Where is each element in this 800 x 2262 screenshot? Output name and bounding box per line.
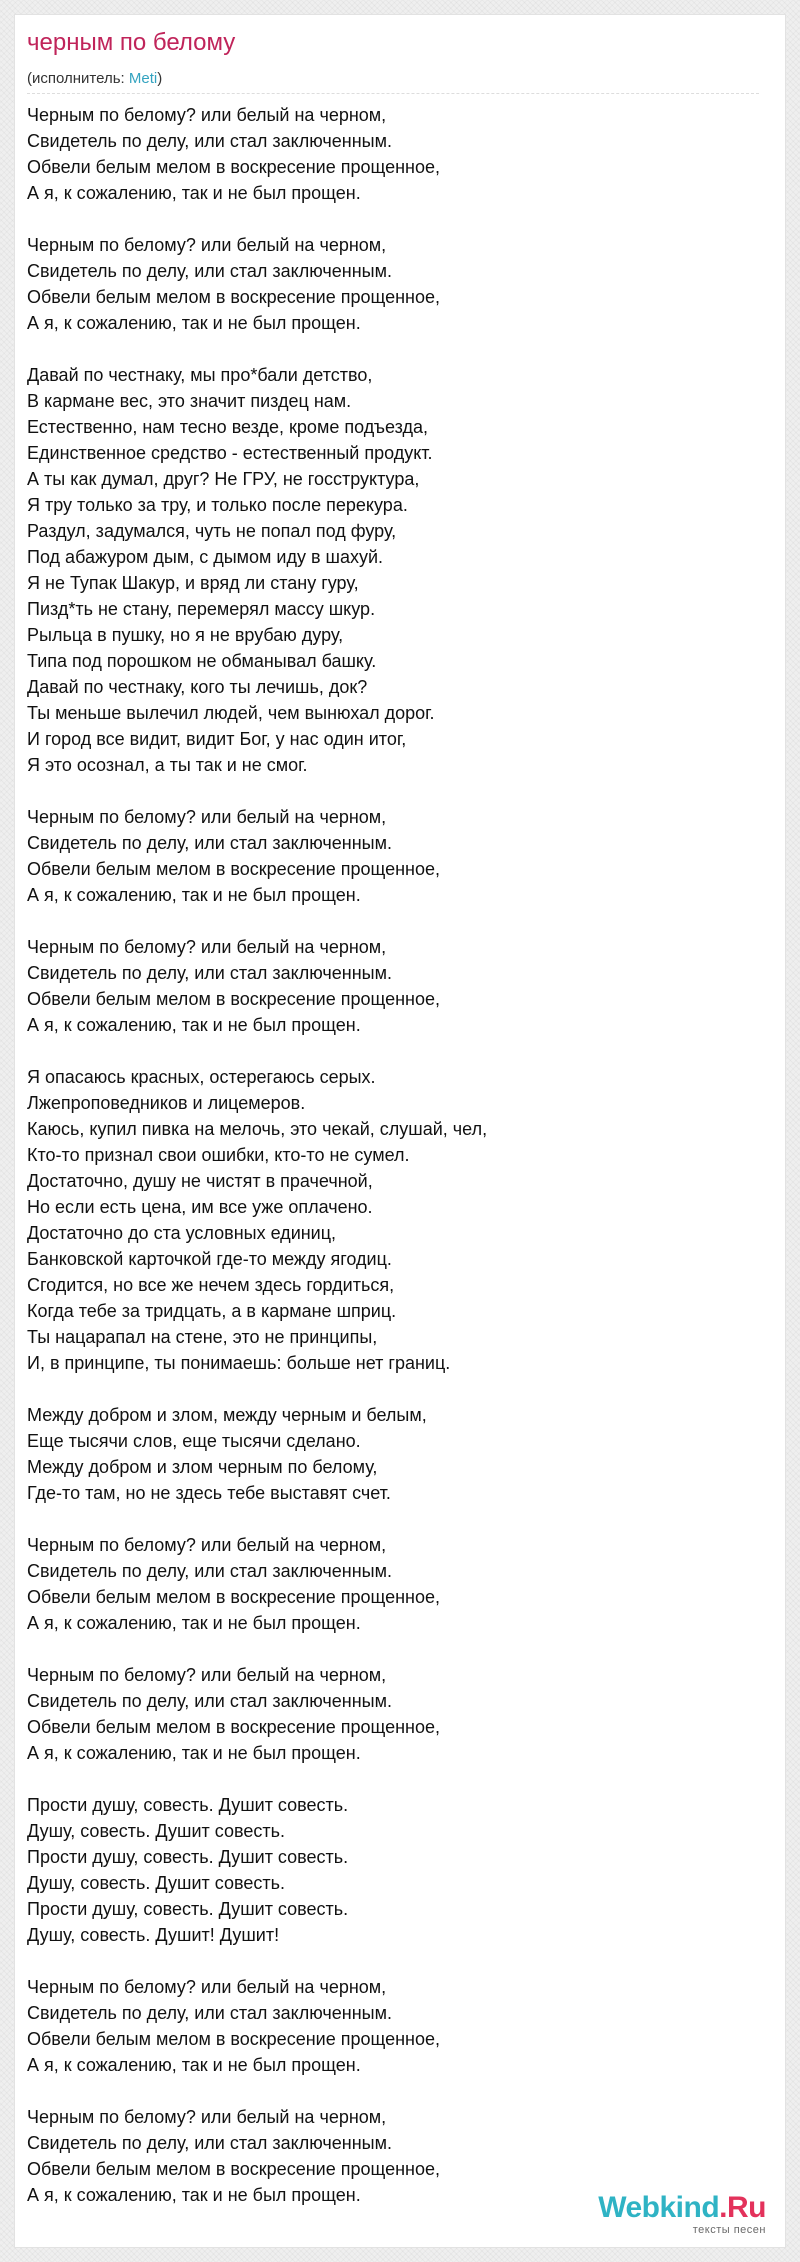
lyrics-line: В кармане вес, это значит пиздец нам. (27, 391, 352, 411)
lyrics-line: Прости душу, совесть. Душит совесть. (27, 1899, 349, 1919)
lyrics-line: Но если есть цена, им все уже оплачено. (27, 1197, 373, 1217)
lyrics-line: Рыльца в пушку, но я не врубаю дуру, (27, 625, 344, 645)
lyrics-line: А я, к сожалению, так и не был прощен. (27, 885, 361, 905)
lyrics-line: Достаточно, душу не чистят в прачечной, (27, 1171, 373, 1191)
lyrics-line: А я, к сожалению, так и не был прощен. (27, 183, 361, 203)
lyrics-line: А я, к сожалению, так и не был прощен. (27, 2185, 361, 2205)
lyrics-line: Черным по белому? или белый на черном, (27, 1977, 387, 1997)
lyrics-line: Прости душу, совесть. Душит совесть. (27, 1795, 349, 1815)
lyrics-line: Давай по честнаку, кого ты лечишь, док? (27, 677, 368, 697)
lyrics-line: Черным по белому? или белый на черном, (27, 1665, 387, 1685)
lyrics-stanza (27, 804, 747, 908)
lyrics-line: Единственное средство - естественный продукт. (27, 443, 433, 463)
lyrics-stanza (27, 1974, 747, 2078)
lyrics-line: И, в принципе, ты понимаешь: больше нет границ. (27, 1353, 451, 1373)
logo-wordmark (598, 2192, 766, 2224)
lyrics-line: Между добром и злом, между черным и белым, (27, 1405, 427, 1425)
lyrics-line: Естественно, нам тесно везде, кроме подъезда, (27, 417, 429, 437)
lyrics-line: Обвели белым мелом в воскресение прощенное, (27, 859, 440, 879)
lyrics-line: Черным по белому? или белый на черном, (27, 2107, 387, 2127)
lyrics-line: Свидетель по делу, или стал заключенным. (27, 261, 392, 281)
lyrics-line: Обвели белым мелом в воскресение прощенное, (27, 2029, 440, 2049)
lyrics-line: Черным по белому? или белый на черном, (27, 937, 387, 957)
lyrics-stanza (27, 232, 747, 336)
lyrics-line: Черным по белому? или белый на черном, (27, 235, 387, 255)
site-logo[interactable] (598, 2192, 766, 2236)
artist-prefix: (исполнитель: (27, 70, 129, 87)
lyrics-line: Обвели белым мелом в воскресение прощенное, (27, 1717, 440, 1737)
lyrics-line: Свидетель по делу, или стал заключенным. (27, 833, 392, 853)
lyrics-line: Обвели белым мелом в воскресение прощенное, (27, 2159, 440, 2179)
lyrics-line: Прости душу, совесть. Душит совесть. (27, 1847, 349, 1867)
lyrics-line: Обвели белым мелом в воскресение прощенное, (27, 287, 440, 307)
lyrics-stanza (27, 934, 747, 1038)
lyrics-line: Где-то там, но не здесь тебе выставят счет. (27, 1483, 391, 1503)
lyrics-line: Я опасаюсь красных, остерегаюсь серых. (27, 1067, 376, 1087)
lyrics-line: Душу, совесть. Душит! Душит! (27, 1925, 280, 1945)
title-divider (27, 93, 759, 94)
lyrics-line: Душу, совесть. Душит совесть. (27, 1873, 285, 1893)
lyrics-line: Я это осознал, а ты так и не смог. (27, 755, 308, 775)
lyrics-line: Ты нацарапал на стене, это не принципы, (27, 1327, 378, 1347)
lyrics-stanza (27, 102, 747, 206)
lyrics-stanza (27, 1662, 747, 1766)
lyrics-stanza (27, 1532, 747, 1636)
lyrics-line: И город все видит, видит Бог, у нас один итог, (27, 729, 407, 749)
lyrics-line: Ты меньше вылечил людей, чем вынюхал дорог. (27, 703, 435, 723)
lyrics-line: Пизд*ть не стану, перемерял массу шкур. (27, 599, 376, 619)
lyrics-stanza (27, 1064, 747, 1376)
lyrics-line: Черным по белому? или белый на черном, (27, 105, 387, 125)
lyrics-line: Сгодится, но все же нечем здесь гордиться, (27, 1275, 395, 1295)
page-title: черным по белому (27, 29, 236, 56)
lyrics-line: А я, к сожалению, так и не был прощен. (27, 1743, 361, 1763)
lyrics-line: Свидетель по делу, или стал заключенным. (27, 1691, 392, 1711)
lyrics-line: Свидетель по делу, или стал заключенным. (27, 2133, 392, 2153)
lyrics-line: А я, к сожалению, так и не был прощен. (27, 313, 361, 333)
lyrics-line: Обвели белым мелом в воскресение прощенное, (27, 157, 440, 177)
artist-suffix: ) (157, 70, 163, 87)
lyrics-line: Черным по белому? или белый на черном, (27, 807, 387, 827)
lyrics-line: Душу, совесть. Душит совесть. (27, 1821, 285, 1841)
lyrics-line: Кто-то признал свои ошибки, кто-то не сумел. (27, 1145, 410, 1165)
lyrics-line: А я, к сожалению, так и не был прощен. (27, 1015, 361, 1035)
lyrics-line: Я не Тупак Шакур, и вряд ли стану гуру, (27, 573, 359, 593)
lyrics-line: Под абажуром дым, с дымом иду в шахуй. (27, 547, 384, 567)
logo-tagline: тексты песен (692, 2224, 766, 2236)
lyrics-line: Свидетель по делу, или стал заключенным. (27, 2003, 392, 2023)
lyrics-line: Обвели белым мелом в воскресение прощенное, (27, 1587, 440, 1607)
lyrics-stanza (27, 1402, 747, 1506)
lyrics-line: Свидетель по делу, или стал заключенным. (27, 1561, 392, 1581)
lyrics-line: Свидетель по делу, или стал заключенным. (27, 131, 392, 151)
lyrics-line: Между добром и злом черным по белому, (27, 1457, 378, 1477)
lyrics-line: А я, к сожалению, так и не был прощен. (27, 2055, 361, 2075)
lyrics-line: Еще тысячи слов, еще тысячи сделано. (27, 1431, 361, 1451)
lyrics-line: Я тру только за тру, и только после перекура. (27, 495, 408, 515)
lyrics-body (27, 102, 747, 2234)
lyrics-line: А ты как думал, друг? Не ГРУ, не госструктура, (27, 469, 420, 489)
logo-brand: Webkind (598, 2191, 720, 2224)
artist-line (27, 70, 162, 88)
lyrics-line: Лжепроповедников и лицемеров. (27, 1093, 306, 1113)
lyrics-line: Давай по честнаку, мы про*бали детство, (27, 365, 373, 385)
lyrics-stanza (27, 1792, 747, 1948)
lyrics-line: Обвели белым мелом в воскресение прощенное, (27, 989, 440, 1009)
lyrics-line: Банковской карточкой где-то между ягодиц. (27, 1249, 392, 1269)
lyrics-line: А я, к сожалению, так и не был прощен. (27, 1613, 361, 1633)
lyrics-line: Типа под порошком не обманывал башку. (27, 651, 377, 671)
lyrics-line: Раздул, задумался, чуть не попал под фуру, (27, 521, 397, 541)
lyrics-line: Когда тебе за тридцать, а в кармане шприц. (27, 1301, 397, 1321)
lyrics-stanza (27, 362, 747, 778)
logo-tld: .Ru (719, 2191, 766, 2224)
artist-link[interactable]: Meti (128, 70, 158, 87)
lyrics-line: Свидетель по делу, или стал заключенным. (27, 963, 392, 983)
lyrics-line: Достаточно до ста условных единиц, (27, 1223, 337, 1243)
lyrics-line: Каюсь, купил пивка на мелочь, это чекай, слушай, чел, (27, 1119, 488, 1139)
lyrics-line: Черным по белому? или белый на черном, (27, 1535, 387, 1555)
